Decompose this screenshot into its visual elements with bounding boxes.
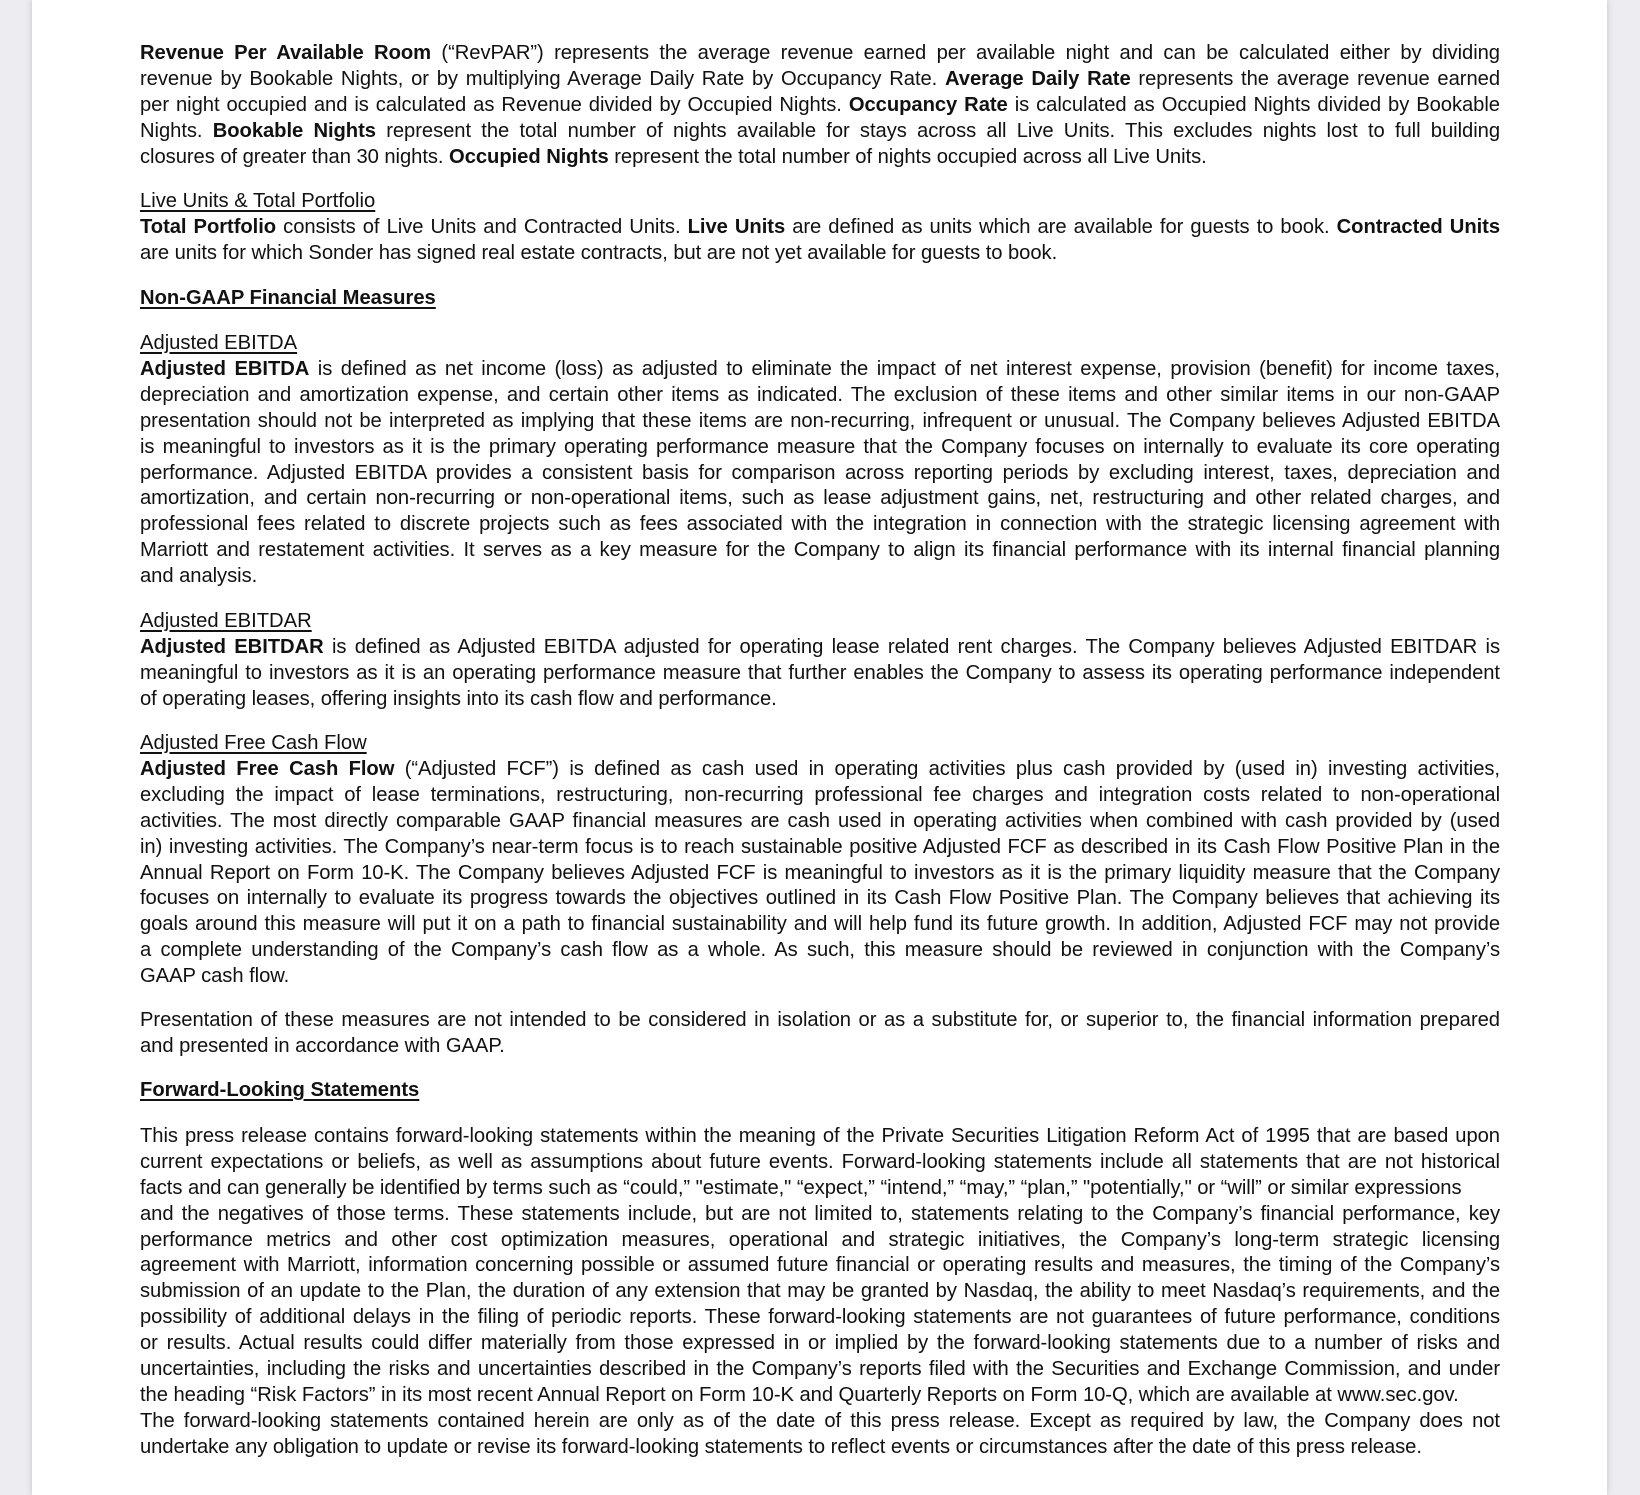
paragraph-adjusted-ebitdar — [140, 635, 1500, 713]
text-line — [140, 912, 1500, 938]
text-line — [140, 809, 1500, 835]
text-segment: Annual Report on Form 10-K. The Company believes Adjusted FCF is meaningful to investors as it is the primary liquidity measure that the Company — [140, 861, 1500, 884]
text-line — [140, 1228, 1500, 1254]
text-segment: (“RevPAR”) represents the average revenue earned per available night and can be calculated either by dividing — [431, 42, 1500, 64]
text-segment: and the negatives of those terms. These statements include, but are not limited to, statements relating to the Company’s financial performance, key — [140, 1202, 1500, 1225]
text-line — [140, 687, 1500, 713]
paragraph-adjusted-ebitda — [140, 357, 1500, 590]
text-segment: are units for which Sonder has signed real estate contracts, but are not yet available for guests to book. — [140, 241, 1058, 264]
text-segment: is defined as Adjusted EBITDA adjusted for operating lease related rent charges. The Company believes Adjusted EBITDAR is — [323, 636, 1500, 658]
section-heading-non-gaap: Non-GAAP Financial Measures — [140, 287, 436, 309]
text-line — [140, 757, 1500, 783]
text-line — [140, 861, 1500, 887]
text-segment: undertake any obligation to update or revise its forward-looking statements to reflect events or circumstances after the date of this press release. — [140, 1435, 1422, 1458]
text-segment: the heading “Risk Factors” in its most recent Annual Report on Form 10-K and Quarterly Reports on Form 10-Q, which are available at www.sec.gov. — [140, 1383, 1459, 1406]
text-line — [140, 383, 1500, 409]
text-segment: This press release contains forward-looking statements within the meaning of the Private Securities Litigation Reform Act of 1995 that are based upon — [140, 1125, 1500, 1147]
text-line — [140, 1253, 1500, 1279]
text-segment: and presented in accordance with GAAP. — [140, 1034, 505, 1057]
text-segment: (“Adjusted FCF”) is defined as cash used in operating activities plus cash provided by (used in) investing activities, — [394, 758, 1500, 780]
text-line — [140, 93, 1500, 119]
text-line — [140, 1409, 1500, 1435]
text-line — [140, 1435, 1500, 1461]
text-line — [140, 357, 1500, 383]
bold-term: Total Portfolio — [140, 216, 277, 238]
paragraph-forward-looking — [140, 1124, 1500, 1461]
paragraph-presentation — [140, 1008, 1500, 1060]
text-line — [140, 435, 1500, 461]
text-line — [140, 1150, 1500, 1176]
text-line — [140, 661, 1500, 687]
paragraph-revpar — [140, 41, 1500, 170]
section-heading-adjusted-ebitda: Adjusted EBITDA — [140, 332, 298, 354]
text-segment: and analysis. — [140, 565, 258, 588]
bold-term: Bookable Nights — [212, 119, 376, 142]
section-heading-adjusted-ebitdar: Adjusted EBITDAR — [140, 610, 312, 632]
text-segment: activities. The most directly comparable GAAP financial measures are cash used in operating activities when combined with cash provided by (used — [140, 809, 1500, 832]
bold-term: Live Units — [687, 216, 786, 238]
text-line — [140, 564, 1500, 590]
text-line — [140, 1383, 1500, 1409]
text-line — [140, 241, 1500, 267]
bold-term: Adjusted EBITDAR — [140, 636, 324, 658]
text-line — [140, 1305, 1500, 1331]
text-line — [140, 783, 1500, 809]
text-segment: presentation should not be interpreted as implying that these items are non-recurring, infrequent or unusual. The Company believes Adjusted EBITDA — [140, 409, 1500, 432]
bold-term: Revenue Per Available Room — [140, 42, 432, 64]
text-segment: Nights. — [140, 119, 213, 142]
text-line — [140, 41, 1500, 67]
text-line — [140, 835, 1500, 861]
text-segment: is meaningful to investors as it is the primary operating performance measure that the Company focuses on internally to evaluate its core operating — [140, 435, 1500, 458]
text-segment: per night occupied and is calculated as Revenue divided by Occupied Nights. — [140, 93, 849, 116]
text-line — [140, 938, 1500, 964]
paragraph-adjusted-fcf — [140, 757, 1500, 990]
text-segment: consists of Live Units and Contracted Units. — [276, 216, 688, 238]
text-segment: current expectations or beliefs, as well as assumptions about future events. Forward-looking statements include all statements that are not historical — [140, 1150, 1500, 1173]
text-segment: agreement with Marriott, information concerning possible or assumed future financial or operating results and measures, the timing of the Company’s — [140, 1254, 1500, 1277]
section-heading-forward-looking-heading: Forward-Looking Statements — [140, 1079, 420, 1101]
text-line — [140, 1124, 1500, 1150]
text-segment: amortization, and certain non-recurring or non-operational items, such as lease adjustment gains, net, restructuring and other related charges, and — [140, 487, 1500, 510]
text-segment: uncertainties, including the risks and uncertainties described in the Company’s reports filed with the Securities and Exchange Commission, and under — [140, 1358, 1500, 1381]
text-segment: of operating leases, offering insights into its cash flow and performance. — [140, 687, 777, 710]
text-segment: GAAP cash flow. — [140, 965, 290, 988]
text-segment: facts and can generally be identified by terms such as “could,” "estimate," “expect,” “intend,” “may,” “plan,” "potentially," or “will” or similar expressions — [140, 1176, 1462, 1199]
text-segment: performance metrics and other cost optimization measures, operational and strategic initiatives, the Company’s long-term strategic licensing — [140, 1228, 1500, 1251]
text-segment: in) investing activities. The Company’s near-term focus is to reach sustainable positive Adjusted FCF as described in its Cash Flow Positive Plan in the — [140, 835, 1500, 858]
text-segment: represent the total number of nights available for stays across all Live Units. This excludes nights lost to full building — [375, 119, 1500, 142]
text-segment: represent the total number of nights occupied across all Live Units. — [608, 145, 1207, 168]
text-line — [140, 215, 1500, 241]
text-line — [140, 145, 1500, 171]
text-line — [140, 1357, 1500, 1383]
text-segment: excluding the impact of lease terminations, restructuring, non-recurring professional fee charges and integration costs related to non-operational — [140, 783, 1500, 806]
text-segment: submission of an update to the Plan, the duration of any extension that may be granted by Nasdaq, the ability to meet Nasdaq’s requirements, and the — [140, 1280, 1500, 1303]
document-page — [32, 0, 1607, 1495]
text-segment: or results. Actual results could differ materially from those expressed in or implied by the forward-looking statements due to a number of risks and — [140, 1332, 1500, 1355]
text-segment: The forward-looking statements contained herein are only as of the date of this press release. Except as required by law, the Company does not — [140, 1409, 1500, 1432]
text-segment: a complete understanding of the Company’s cash flow as a whole. As such, this measure should be reviewed in conjunction with the Company’s — [140, 939, 1500, 962]
text-segment: closures of greater than 30 nights. — [140, 145, 450, 168]
text-line — [140, 1008, 1500, 1034]
text-line — [140, 886, 1500, 912]
section-heading-live-units: Live Units & Total Portfolio — [140, 190, 376, 212]
text-segment: is defined as net income (loss) as adjusted to eliminate the impact of net interest expense, provision (benefit) for income taxes, — [309, 358, 1500, 380]
text-segment: Marriott and restatement activities. It serves as a key measure for the Company to align its financial performance with its internal financial planning — [140, 539, 1500, 562]
text-segment: is calculated as Occupied Nights divided by Bookable — [1007, 93, 1500, 116]
bold-term: Occupied Nights — [449, 145, 609, 168]
bold-term: Average Daily Rate — [945, 67, 1131, 90]
text-segment: meaningful to investors as it is an operating performance measure that further enables the Company to assess its operating performance independent — [140, 661, 1500, 684]
text-line — [140, 67, 1500, 93]
text-line — [140, 1331, 1500, 1357]
paragraph-live-units — [140, 215, 1500, 267]
text-line — [140, 461, 1500, 487]
text-line — [140, 486, 1500, 512]
bold-term: Adjusted EBITDA — [140, 358, 310, 380]
text-segment: Presentation of these measures are not intended to be considered in isolation or as a substitute for, or superior to, the financial information prepared — [140, 1009, 1500, 1031]
text-segment: focuses on internally to evaluate its progress towards the objectives outlined in its Cash Flow Positive Plan. The Company believes that achieving its — [140, 887, 1500, 910]
text-line — [140, 1279, 1500, 1305]
text-segment: depreciation and amortization expense, and certain other items as indicated. The exclusion of these items and other similar items in our non-GAAP — [140, 383, 1500, 406]
text-segment: are defined as units which are available for guests to book. — [785, 216, 1337, 238]
bold-term: Contracted Units — [1336, 216, 1500, 238]
text-line — [140, 1034, 1500, 1060]
bold-term: Adjusted Free Cash Flow — [140, 758, 395, 780]
text-line — [140, 409, 1500, 435]
text-line — [140, 538, 1500, 564]
bold-term: Occupancy Rate — [848, 93, 1008, 116]
text-segment: revenue by Bookable Nights, or by multiplying Average Daily Rate by Occupancy Rate. — [140, 67, 945, 90]
text-line — [140, 119, 1500, 145]
text-segment: represents the average revenue earned — [1130, 67, 1500, 90]
text-line — [140, 1176, 1500, 1202]
section-heading-adjusted-fcf: Adjusted Free Cash Flow — [140, 732, 367, 754]
text-line — [140, 1202, 1500, 1228]
text-segment: goals around this measure will put it on a path to financial sustainability and will help fund its future growth. In addition, Adjusted FCF may not provide — [140, 913, 1500, 936]
text-line — [140, 512, 1500, 538]
text-line — [140, 635, 1500, 661]
text-segment: professional fees related to discrete projects such as fees associated with the integration in connection with the strategic licensing agreement with — [140, 513, 1500, 536]
text-segment: performance. Adjusted EBITDA provides a consistent basis for comparison across reporting periods by excluding interest, taxes, depreciation and — [140, 461, 1500, 484]
text-segment: possibility of additional delays in the filing of periodic reports. These forward-looking statements are not guarantees of future performance, conditions — [140, 1306, 1500, 1329]
text-line — [140, 964, 1500, 990]
